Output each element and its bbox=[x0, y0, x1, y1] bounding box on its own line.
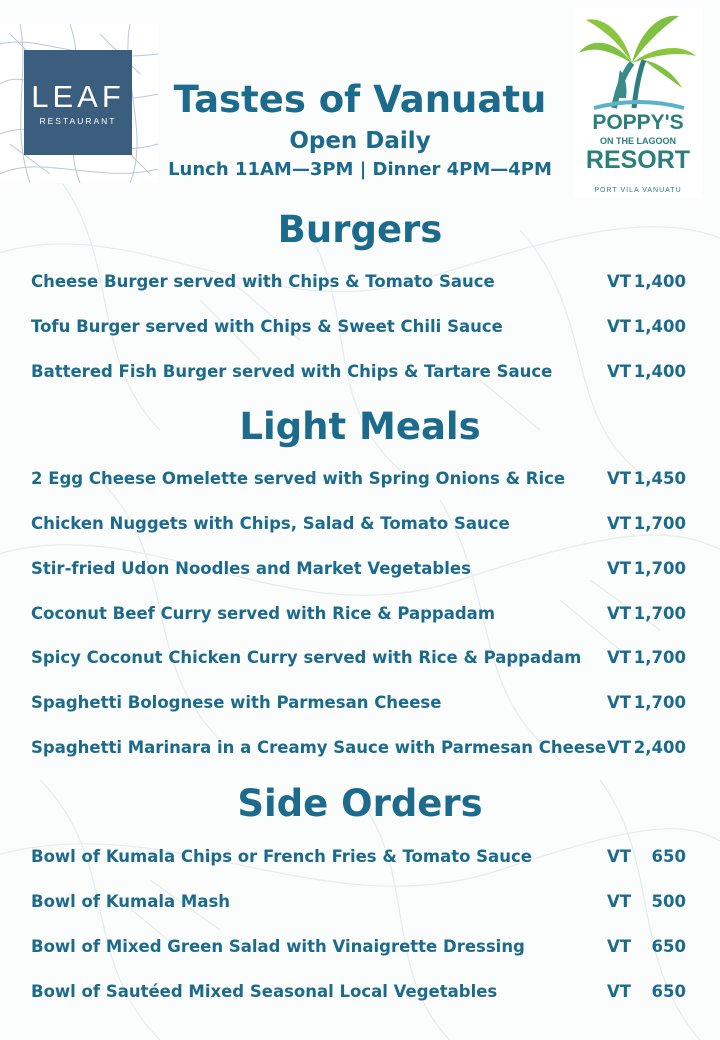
opening-hours: Lunch 11AM—3PM | Dinner 4PM—4PM bbox=[168, 159, 552, 180]
menu-item-name: Bowl of Mixed Green Salad with Vinaigrette Dressing bbox=[31, 937, 525, 956]
menu-item-price: 1,700 bbox=[633, 648, 686, 667]
menu-item-name: Bowl of Kumala Mash bbox=[31, 892, 231, 911]
menu-item-price: 1,400 bbox=[633, 272, 686, 291]
menu-item-name: Tofu Burger served with Chips & Sweet Chili Sauce bbox=[31, 317, 503, 336]
palm-tree-icon bbox=[574, 8, 702, 112]
menu-item-price: 1,700 bbox=[633, 559, 686, 578]
menu-item-currency: VT bbox=[607, 514, 632, 533]
poppys-logo-location: PORT VILA VANUATU bbox=[594, 187, 682, 194]
menu-item-currency: VT bbox=[607, 604, 632, 623]
leaf-logo-word: LEAF bbox=[31, 79, 125, 114]
menu-item-currency: VT bbox=[607, 648, 632, 667]
menu-item-currency: VT bbox=[607, 317, 632, 336]
poppys-logo-lagoon: ON THE LAGOON bbox=[600, 136, 676, 146]
menu-item-currency: VT bbox=[607, 693, 632, 712]
menu-item-currency: VT bbox=[607, 469, 632, 488]
menu-item-price: 1,400 bbox=[633, 317, 686, 336]
menu-item-currency: VT bbox=[607, 738, 632, 757]
menu-item-price: 2,400 bbox=[633, 738, 686, 757]
menu-item-currency: VT bbox=[607, 362, 632, 381]
section-title-burgers: Burgers bbox=[277, 208, 443, 251]
menu-item-name: 2 Egg Cheese Omelette served with Spring Onions & Rice bbox=[31, 469, 566, 488]
menu-item-currency: VT bbox=[607, 892, 632, 911]
menu-item-price: 1,700 bbox=[633, 604, 686, 623]
menu-item-name: Coconut Beef Curry served with Rice & Pappadam bbox=[31, 604, 496, 623]
menu-item-name: Cheese Burger served with Chips & Tomato Sauce bbox=[31, 272, 495, 291]
poppys-resort-logo bbox=[574, 8, 702, 198]
menu-item-name: Bowl of Sautéed Mixed Seasonal Local Vegetables bbox=[31, 982, 498, 1001]
menu-item-name: Stir-fried Udon Noodles and Market Vegetables bbox=[31, 559, 471, 578]
menu-item-name: Spicy Coconut Chicken Curry served with Rice & Pappadam bbox=[31, 648, 582, 667]
menu-item-currency: VT bbox=[607, 559, 632, 578]
menu-item-price: 650 bbox=[651, 937, 686, 956]
menu-item-name: Spaghetti Bolognese with Parmesan Cheese bbox=[31, 693, 442, 712]
poppys-logo-name: POPPY'S bbox=[592, 111, 684, 134]
leaf-restaurant-logo bbox=[0, 24, 158, 183]
page-title: Tastes of Vanuatu bbox=[173, 78, 547, 121]
leaf-logo-box bbox=[24, 50, 132, 155]
menu-item-name: Battered Fish Burger served with Chips & Tartare Sauce bbox=[31, 362, 553, 381]
menu-item-currency: VT bbox=[607, 982, 632, 1001]
menu-item-price: 500 bbox=[651, 892, 686, 911]
section-title-light-meals: Light Meals bbox=[239, 405, 481, 448]
menu-item-price: 1,450 bbox=[633, 469, 686, 488]
menu-item-price: 650 bbox=[651, 847, 686, 866]
menu-item-name: Spaghetti Marinara in a Creamy Sauce with Parmesan Cheese bbox=[31, 738, 607, 757]
menu-item-price: 1,700 bbox=[633, 693, 686, 712]
open-daily-subtitle: Open Daily bbox=[289, 128, 431, 154]
menu-item-name: Chicken Nuggets with Chips, Salad & Tomato Sauce bbox=[31, 514, 510, 533]
menu-item-price: 1,700 bbox=[633, 514, 686, 533]
menu-item-currency: VT bbox=[607, 272, 632, 291]
poppys-logo-resort: RESORT bbox=[585, 146, 691, 174]
menu-item-name: Bowl of Kumala Chips or French Fries & Tomato Sauce bbox=[31, 847, 532, 866]
menu-item-price: 1,400 bbox=[633, 362, 686, 381]
menu-item-currency: VT bbox=[607, 937, 632, 956]
section-title-side-orders: Side Orders bbox=[237, 782, 483, 825]
menu-item-price: 650 bbox=[651, 982, 686, 1001]
menu-item-currency: VT bbox=[607, 847, 632, 866]
leaf-logo-subtitle: RESTAURANT bbox=[39, 116, 117, 126]
